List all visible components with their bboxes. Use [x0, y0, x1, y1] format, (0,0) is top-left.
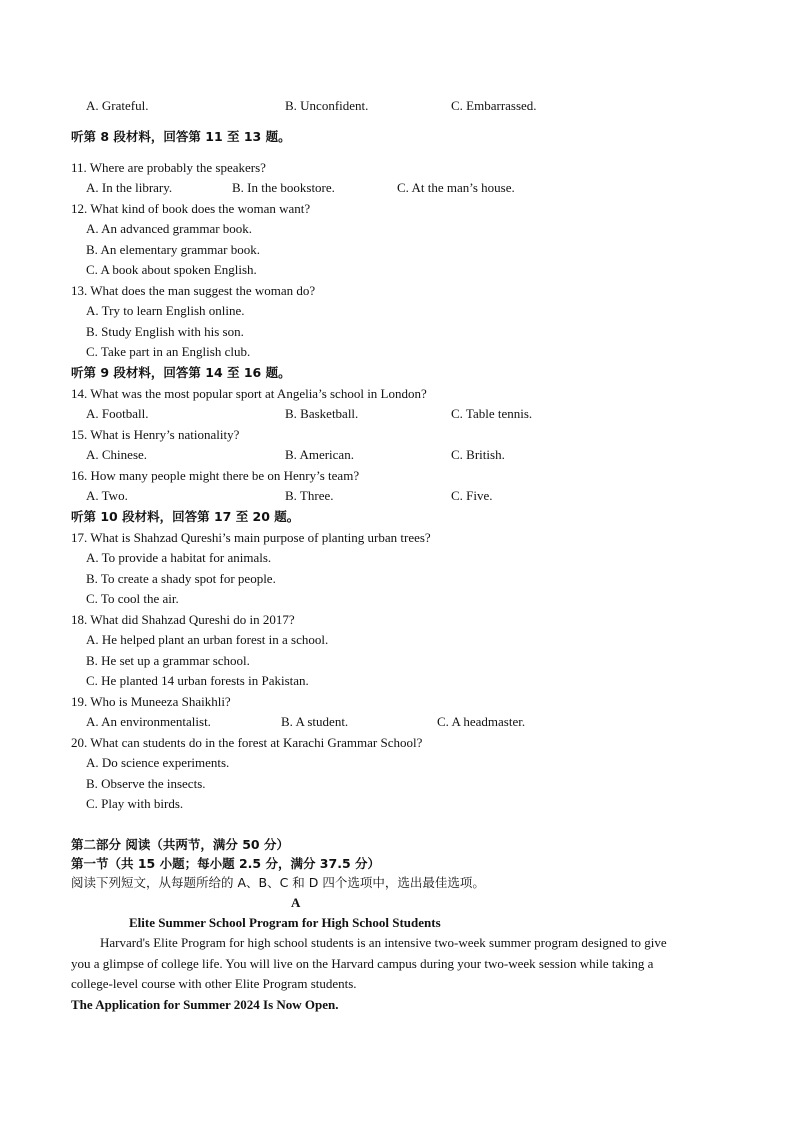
- q11-option-c: C. At the man’s house.: [397, 180, 515, 195]
- q15-option-a: A. Chinese.: [86, 447, 148, 462]
- q20-option-a: A. Do science experiments.: [86, 755, 230, 770]
- q12-stem: 12. What kind of book does the woman want?: [71, 201, 311, 216]
- q12-option-c: C. A book about spoken English.: [86, 262, 257, 277]
- q17-option-a: A. To provide a habitat for animals.: [86, 550, 272, 565]
- section-10-heading: 听第 10 段材料，回答第 17 至 20 题。: [71, 509, 300, 524]
- q19-option-a: A. An environmentalist.: [86, 714, 211, 729]
- q19-stem: 19. Who is Muneeza Shaikhli?: [71, 694, 231, 709]
- passage-heading: The Application for Summer 2024 Is Now Open.: [71, 997, 339, 1012]
- passage-line-2: you a glimpse of college life. You will live on the Harvard campus during your two-week session while taking a: [71, 956, 654, 971]
- q13-option-a: A. Try to learn English online.: [86, 303, 245, 318]
- part-2-instruction: 阅读下列短文，从每题所给的 A、B、C 和 D 四个选项中，选出最佳选项。: [71, 875, 485, 890]
- q15-option-b: B. American.: [285, 447, 354, 462]
- q11-option-a: A. In the library.: [86, 180, 173, 195]
- q10-option-b: B. Unconfident.: [285, 98, 369, 113]
- q15-option-c: C. British.: [451, 447, 505, 462]
- q19-option-b: B. A student.: [281, 714, 349, 729]
- section-9-heading: 听第 9 段材料，回答第 14 至 16 题。: [71, 365, 291, 380]
- part-2-title: 第二部分 阅读（共两节，满分 50 分）: [71, 837, 289, 852]
- q16-option-c: C. Five.: [451, 488, 493, 503]
- passage-title: Elite Summer School Program for High School Students: [129, 915, 441, 930]
- q18-option-b: B. He set up a grammar school.: [86, 653, 250, 668]
- q12-option-a: A. An advanced grammar book.: [86, 221, 253, 236]
- q15-stem: 15. What is Henry’s nationality?: [71, 427, 240, 442]
- q14-option-c: C. Table tennis.: [451, 406, 533, 421]
- q19-option-c: C. A headmaster.: [437, 714, 526, 729]
- q17-stem: 17. What is Shahzad Qureshi’s main purpose of planting urban trees?: [71, 530, 431, 545]
- passage-line-1: Harvard's Elite Program for high school students is an intensive two-week summer program designed to give: [100, 935, 667, 950]
- q14-option-b: B. Basketball.: [285, 406, 359, 421]
- q18-option-c: C. He planted 14 urban forests in Pakistan.: [86, 673, 309, 688]
- q13-stem: 13. What does the man suggest the woman do?: [71, 283, 316, 298]
- section-8-heading: 听第 8 段材料，回答第 11 至 13 题。: [71, 129, 291, 144]
- q10-option-a: A. Grateful.: [86, 98, 149, 113]
- q13-option-c: C. Take part in an English club.: [86, 344, 251, 359]
- q16-option-b: B. Three.: [285, 488, 334, 503]
- q11-stem: 11. Where are probably the speakers?: [71, 160, 266, 175]
- q17-option-c: C. To cool the air.: [86, 591, 179, 606]
- q20-option-c: C. Play with birds.: [86, 796, 184, 811]
- q16-option-a: A. Two.: [86, 488, 128, 503]
- q18-stem: 18. What did Shahzad Qureshi do in 2017?: [71, 612, 295, 627]
- part-2-section-1-title: 第一节（共 15 小题；每小题 2.5 分，满分 37.5 分）: [71, 856, 380, 871]
- q13-option-b: B. Study English with his son.: [86, 324, 244, 339]
- q16-stem: 16. How many people might there be on Henry’s team?: [71, 468, 360, 483]
- passage-line-3: college-level course with other Elite Program students.: [71, 976, 357, 991]
- q10-option-c: C. Embarrassed.: [451, 98, 537, 113]
- q17-option-b: B. To create a shady spot for people.: [86, 571, 276, 586]
- q12-option-b: B. An elementary grammar book.: [86, 242, 261, 257]
- q11-option-b: B. In the bookstore.: [232, 180, 335, 195]
- q18-option-a: A. He helped plant an urban forest in a school.: [86, 632, 329, 647]
- q20-option-b: B. Observe the insects.: [86, 776, 206, 791]
- q20-stem: 20. What can students do in the forest at Karachi Grammar School?: [71, 735, 423, 750]
- q14-stem: 14. What was the most popular sport at Angelia’s school in London?: [71, 386, 427, 401]
- q14-option-a: A. Football.: [86, 406, 149, 421]
- passage-letter: A: [291, 895, 301, 910]
